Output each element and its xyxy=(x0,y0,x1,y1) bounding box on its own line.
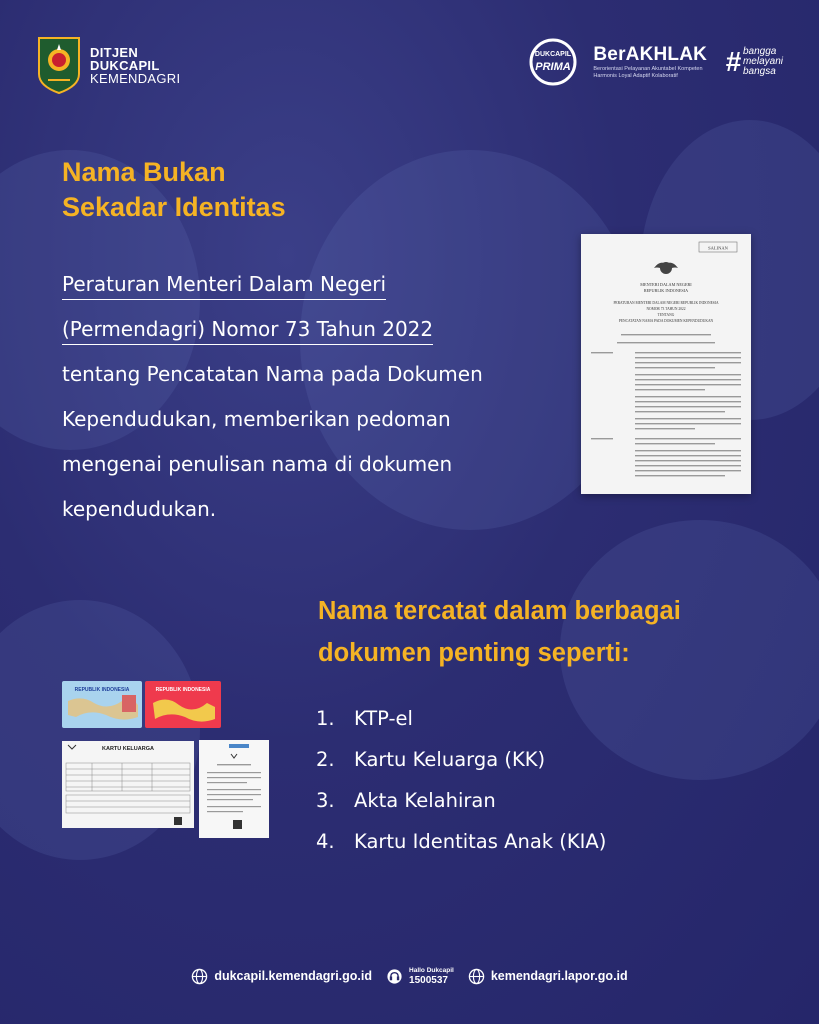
footer-website[interactable] xyxy=(191,968,372,985)
logo-line-ditjen: DITJEN xyxy=(90,44,139,60)
dukcapil-logo xyxy=(36,36,180,94)
footer-hallo-dukcapil[interactable] xyxy=(386,966,454,986)
bangsa-word: bangsa xyxy=(742,66,776,77)
kemendagri-emblem-icon xyxy=(36,36,82,94)
bangga-melayani-logo xyxy=(725,46,783,78)
kartu-keluarga-image xyxy=(62,741,194,828)
title-line-2: Sekadar Identitas xyxy=(62,192,286,222)
documents-heading-line-1: Nama tercatat dalam berbagai xyxy=(318,597,681,625)
lapor-link[interactable]: kemendagri.lapor.go.id xyxy=(490,969,628,983)
title-line-1: Nama Bukan xyxy=(62,157,226,187)
bangga-word: bangga xyxy=(742,46,777,57)
list-item xyxy=(316,780,606,821)
documents-list xyxy=(316,698,606,862)
hallo-label: Hallo Dukcapil xyxy=(409,967,454,974)
ktp-header: REPUBLIK INDONESIA xyxy=(74,687,130,693)
paragraph-line-3: tentang Pencatatan Nama pada Dokumen xyxy=(62,362,483,386)
globe-icon xyxy=(468,968,485,985)
list-item-label: Kartu Keluarga (KK) xyxy=(354,748,546,771)
list-item xyxy=(316,739,606,780)
akta-header-band xyxy=(229,744,249,748)
reg-line-1: MENTERI DALAM NEGERI xyxy=(640,282,692,287)
dukcapil-prima-logo xyxy=(527,36,579,88)
logo-line-dukcapil: DUKCAPIL xyxy=(90,57,160,73)
documents-heading xyxy=(318,590,681,674)
regulation-document-image xyxy=(581,234,751,494)
paragraph-line-5: mengenai penulisan nama di dokumen xyxy=(62,452,453,476)
logo-line-kemendagri: KEMENDAGRI xyxy=(90,70,181,86)
hallo-number[interactable]: 1500537 xyxy=(409,975,448,986)
reg-line-2: REPUBLIK INDONESIA xyxy=(643,288,689,293)
list-item-number: 4. xyxy=(316,830,335,853)
kia-card-image xyxy=(145,681,221,728)
globe-icon xyxy=(191,968,208,985)
list-item-label: Akta Kelahiran xyxy=(354,789,496,812)
melayani-word: melayani xyxy=(742,56,783,67)
reg-line-5: TENTANG xyxy=(657,313,675,317)
intro-paragraph xyxy=(62,262,532,532)
akta-kelahiran-image xyxy=(199,740,269,838)
list-item-label: Kartu Identitas Anak (KIA) xyxy=(354,830,607,853)
list-item-number: 1. xyxy=(316,707,335,730)
list-item xyxy=(316,698,606,739)
headset-icon xyxy=(386,968,403,985)
paragraph-line-2: (Permendagri) Nomor 73 Tahun 2022 xyxy=(62,317,433,345)
hashtag-icon: # xyxy=(725,46,741,77)
footer xyxy=(0,966,819,986)
prima-bottom-text: PRIMA xyxy=(535,61,572,73)
paragraph-line-4: Kependudukan, memberikan pedoman xyxy=(62,407,451,431)
berakhlak-title: BerAKHLAK xyxy=(593,44,708,65)
ktp-photo xyxy=(122,695,136,712)
list-item-number: 3. xyxy=(316,789,335,812)
page-title xyxy=(62,155,286,225)
list-item-number: 2. xyxy=(316,748,335,771)
paragraph-line-1: Peraturan Menteri Dalam Negeri xyxy=(62,272,386,300)
reg-line-4: NOMOR 73 TAHUN 2022 xyxy=(646,307,686,311)
website-link[interactable]: dukcapil.kemendagri.go.id xyxy=(214,969,373,983)
akta-qr-icon xyxy=(233,820,242,829)
list-item-label: KTP-el xyxy=(354,707,413,730)
prima-top-text: DUKCAPIL xyxy=(535,51,572,58)
documents-heading-line-2: dokumen penting seperti: xyxy=(318,639,630,667)
ktp-el-card-image xyxy=(62,681,142,728)
berakhlak-logo xyxy=(593,44,711,80)
kk-qr-icon xyxy=(174,817,182,825)
paragraph-line-6: kependudukan. xyxy=(62,497,217,521)
reg-line-6: PENCATATAN NAMA PADA DOKUMEN KEPENDUDUKAN xyxy=(618,319,714,323)
reg-line-3: PERATURAN MENTERI DALAM NEGERI REPUBLIK INDONESIA xyxy=(613,301,719,305)
kk-header: KARTU KELUARGA xyxy=(102,746,154,752)
footer-lapor[interactable] xyxy=(468,968,628,985)
reg-tag: SALINAN xyxy=(708,245,728,251)
list-item xyxy=(316,821,606,862)
berakhlak-subtitle: Berorientasi Pelayanan Akuntabel Kompeten Harmonis Loyal Adaptif Kolaboratif xyxy=(593,66,703,79)
kia-header: REPUBLIK INDONESIA xyxy=(155,687,211,693)
partner-logos xyxy=(527,36,783,88)
